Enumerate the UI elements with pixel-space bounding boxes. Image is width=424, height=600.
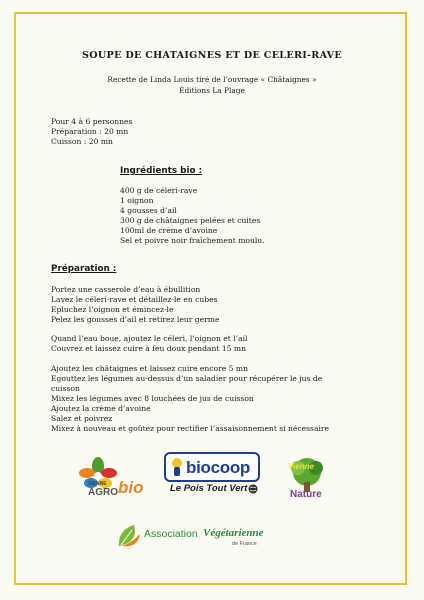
preparation-step: Lavez le céleri-rave et détaillez-le en cubes [51,295,218,304]
agrobio-agro-text: AGRO [88,487,118,498]
agrobio-small-text: VIENNE [88,481,107,487]
servings-line: Pour 4 à 6 personnes [51,117,133,126]
ingredient-item: Sel et poivre noir fraîchement moulu. [120,236,265,245]
preparation-heading: Préparation : [51,264,117,274]
preparation-step-group [51,364,329,434]
preparation-step: Portez une casserole d’eau à ébullition [51,285,201,294]
preparation-step: Salez et poivrez [51,414,113,423]
vegetarienne-word: Végétarienne [203,527,264,539]
preparation-step: Couvrez et laissez cuire à feu doux pendant 15 mn [51,344,246,353]
servings-block [51,117,132,147]
vienne-nature-line2: Nature [290,489,322,500]
source-line: Recette de Linda Louis tiré de l’ouvrage « Châtaignes » [107,75,317,84]
preparation-step: Egouttez les légumes au-dessus d’un saladier pour récupérer le jus de [51,374,323,383]
preparation-step: cuisson [51,384,80,393]
ingredient-item: 400 g de céleri-rave [120,186,198,195]
publisher-line: Éditions La Plage [179,86,245,95]
association-word: Association [144,528,198,540]
ingredient-item: 4 gousses d’ail [120,206,177,215]
ingredients-heading: Ingrédients bio : [120,166,203,176]
biocoop-logo [164,452,260,498]
cook-time-line: Cuisson : 20 mn [51,137,113,146]
recipe-title: SOUPE DE CHATAIGNES ET DE CELERI-RAVE [82,50,342,61]
agrobio-bio-text: bio [118,478,144,497]
preparation-step: Pelez les gousses d’ail et retirez leur germe [51,315,220,324]
association-vegetarienne-logo [116,520,296,560]
vienne-agrobio-logo [76,456,156,504]
leaf-icon [116,522,142,550]
preparation-step-group [51,334,247,354]
preparation-step: Ajoutez la crème d’avoine [51,404,151,413]
vienne-nature-logo [284,456,334,504]
biocoop-name: biocoop [186,458,250,477]
biocoop-slogan: Le Pois Tout Vert [170,483,248,494]
biocoop-symbol-icon [170,457,184,477]
preparation-step: Ajoutez les châtaignes et laissez cuire encore 5 mn [51,364,248,373]
prep-time-line: Préparation : 20 mn [51,127,129,136]
preparation-step: Quand l’eau boue, ajoutez le céleri, l’oignon et l’ail [51,334,248,343]
ingredient-item: 100ml de crème d’avoine [120,226,218,235]
preparation-step: Mixez à nouveau et goûtez pour rectifier l’assaisonnement si nécessaire [51,424,330,433]
preparation-step-group [51,285,219,325]
ingredient-item: 300 g de châtaignes pelées et cuites [120,216,261,225]
preparation-step: Epluchez l’oignon et émincez-le [51,305,174,314]
vienne-nature-line1: Vienne [288,462,314,471]
globe-icon [248,484,258,494]
ingredients-list [120,186,265,246]
ingredient-item: 1 oignon [120,196,154,205]
de-france-text: de France [232,541,257,547]
preparation-step: Mixez les légumes avec 8 louchées de jus de cuisson [51,394,254,403]
